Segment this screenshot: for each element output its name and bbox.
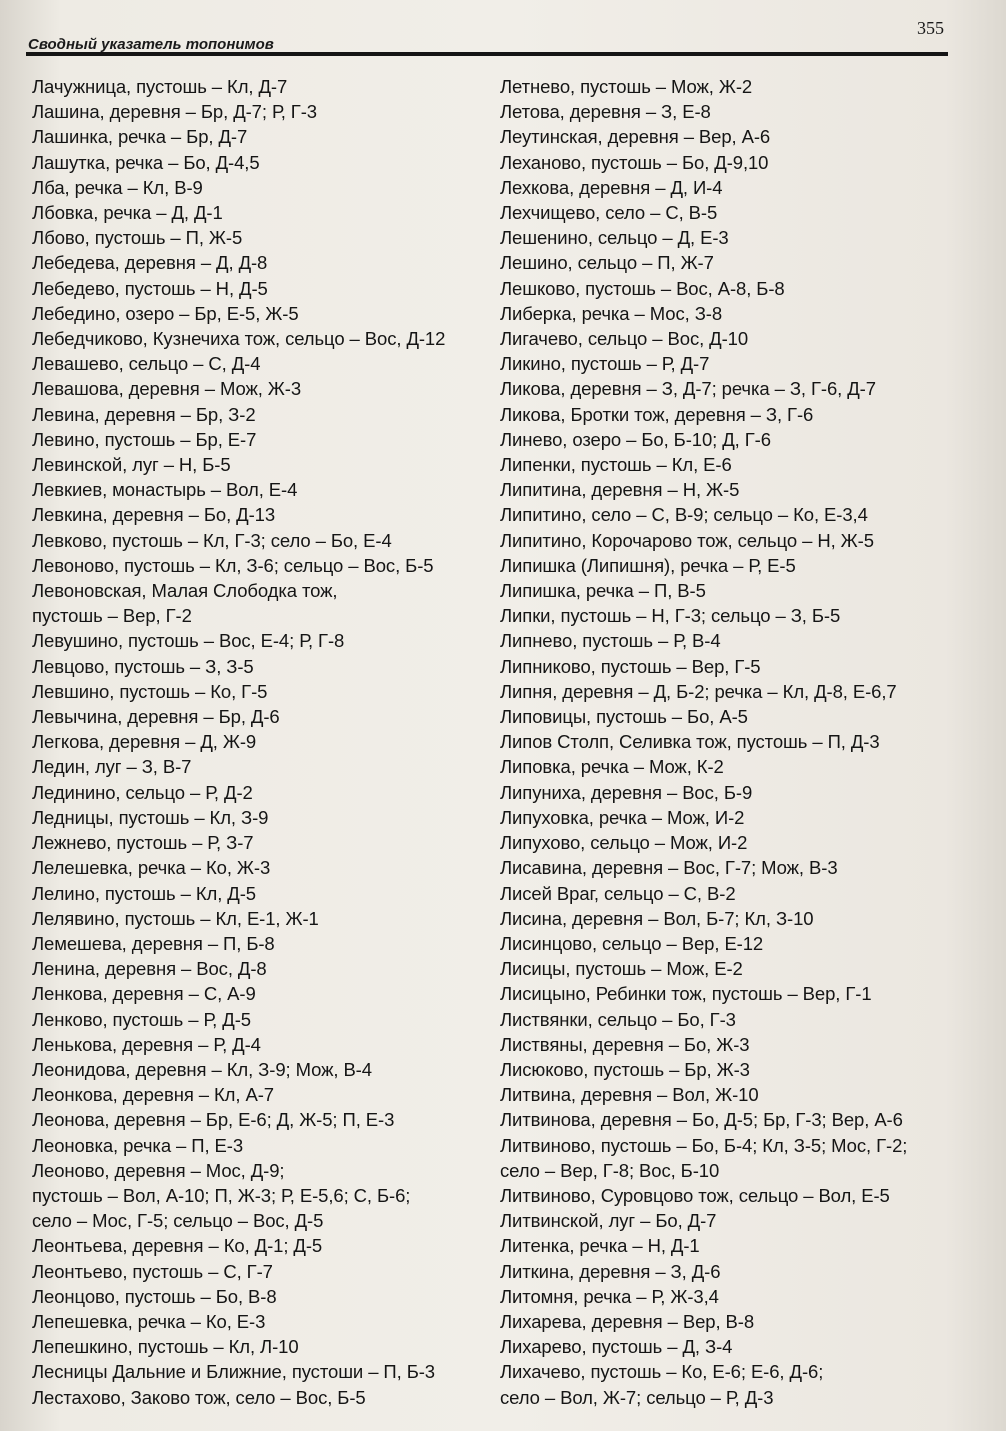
index-entry: Ледницы, пустошь – Кл, З-9 bbox=[32, 806, 269, 828]
index-entry: Летова, деревня – З, Е-8 bbox=[500, 101, 711, 123]
index-entry: село – Мос, Г-5; сельцо – Вос, Д-5 bbox=[32, 1210, 324, 1232]
index-entry: Лисюково, пустошь – Бр, Ж-3 bbox=[500, 1058, 750, 1080]
index-entry: Литвинской, луг – Бо, Д-7 bbox=[500, 1210, 717, 1232]
index-entry: Липов Столп, Селивка тож, пустошь – П, Д-3 bbox=[500, 731, 880, 753]
index-entry: Липухово, сельцо – Мож, И-2 bbox=[500, 832, 748, 854]
index-entry: Литвинова, деревня – Бо, Д-5; Бр, Г-3; Вер, А-6 bbox=[500, 1109, 903, 1131]
index-entry: Липниково, пустошь – Вер, Г-5 bbox=[500, 655, 761, 677]
index-entry: Липенки, пустошь – Кл, Е-6 bbox=[500, 454, 732, 476]
index-entry: Левцово, пустошь – З, З-5 bbox=[32, 655, 254, 677]
index-entry: пустошь – Вол, А-10; П, Ж-3; Р, Е-5,6; С, Б-6; bbox=[32, 1184, 411, 1206]
index-entry: Листвяны, деревня – Бо, Ж-3 bbox=[500, 1033, 750, 1055]
index-entry: Левкина, деревня – Бо, Д-13 bbox=[32, 504, 276, 526]
index-entry: Левино, пустошь – Бр, Е-7 bbox=[32, 428, 257, 450]
index-entry: Липитино, село – С, В-9; сельцо – Ко, Е-3,4 bbox=[500, 504, 868, 526]
index-entry: Леонкова, деревня – Кл, А-7 bbox=[32, 1084, 274, 1106]
index-entry: Леонтьева, деревня – Ко, Д-1; Д-5 bbox=[32, 1235, 323, 1257]
index-entry: Лисицыно, Ребинки тож, пустошь – Вер, Г-1 bbox=[500, 983, 872, 1005]
index-entry: Лебедева, деревня – Д, Д-8 bbox=[32, 252, 268, 274]
index-entry: Леонцово, пустошь – Бо, В-8 bbox=[32, 1285, 277, 1307]
index-entry: Лешино, сельцо – П, Ж-7 bbox=[500, 252, 714, 274]
index-entry: Леутинская, деревня – Вер, А-6 bbox=[500, 126, 771, 148]
index-entry: Линево, озеро – Бо, Б-10; Д, Г-6 bbox=[500, 428, 771, 450]
index-entry: Литвина, деревня – Вол, Ж-10 bbox=[500, 1084, 759, 1106]
index-entry: Левина, деревня – Бр, З-2 bbox=[32, 403, 256, 425]
index-entry: Литвиново, Суровцово тож, сельцо – Вол, Е-5 bbox=[500, 1184, 890, 1206]
index-entry: Левашево, сельцо – С, Д-4 bbox=[32, 353, 261, 375]
index-entry: Лепешевка, речка – Ко, Е-3 bbox=[32, 1310, 266, 1332]
index-entry: Лесницы Дальние и Ближние, пустоши – П, Б-3 bbox=[32, 1361, 435, 1383]
index-entry: Левкиев, монастырь – Вол, Е-4 bbox=[32, 479, 298, 501]
index-entry: пустошь – Вер, Г-2 bbox=[32, 605, 192, 627]
index-entry: Литенка, речка – Н, Д-1 bbox=[500, 1235, 700, 1257]
index-entry: Левоново, пустошь – Кл, З-6; сельцо – Вос, Б-5 bbox=[32, 554, 434, 576]
index-entry: Лбовка, речка – Д, Д-1 bbox=[32, 202, 223, 224]
index-entry: Лисицы, пустошь – Мож, Е-2 bbox=[500, 958, 743, 980]
index-entry: Ликова, Бротки тож, деревня – З, Г-6 bbox=[500, 403, 814, 425]
index-entry: Липуниха, деревня – Вос, Б-9 bbox=[500, 781, 753, 803]
running-title: Сводный указатель топонимов bbox=[28, 36, 274, 53]
index-entry: Липки, пустошь – Н, Г-3; сельцо – З, Б-5 bbox=[500, 605, 841, 627]
index-entry: Ликино, пустошь – Р, Д-7 bbox=[500, 353, 710, 375]
index-entry: Левычина, деревня – Бр, Д-6 bbox=[32, 706, 280, 728]
index-entry: Леханово, пустошь – Бо, Д-9,10 bbox=[500, 151, 769, 173]
index-entry: Лежнево, пустошь – Р, З-7 bbox=[32, 832, 254, 854]
index-entry: Лихарево, пустошь – Д, З-4 bbox=[500, 1336, 733, 1358]
index-entry: Лелявино, пустошь – Кл, Е-1, Ж-1 bbox=[32, 907, 319, 929]
index-entry: Левашова, деревня – Мож, Ж-3 bbox=[32, 378, 302, 400]
index-entry: Левшино, пустошь – Ко, Г-5 bbox=[32, 680, 268, 702]
index-entry: Лба, речка – Кл, В-9 bbox=[32, 176, 203, 198]
index-entry: Либерка, речка – Мос, З-8 bbox=[500, 302, 723, 324]
index-entry: Левушино, пустошь – Вос, Е-4; Р, Г-8 bbox=[32, 630, 345, 652]
index-entry: Липуховка, речка – Мож, И-2 bbox=[500, 806, 745, 828]
index-entry: Ледин, луг – З, В-7 bbox=[32, 756, 192, 778]
index-entry: Лисинцово, сельцо – Вер, Е-12 bbox=[500, 932, 764, 954]
index-entry: Летнево, пустошь – Мож, Ж-2 bbox=[500, 76, 753, 97]
index-entry: Липишка (Липишня), речка – Р, Е-5 bbox=[500, 554, 796, 576]
index-entry: Лехкова, деревня – Д, И-4 bbox=[500, 176, 723, 198]
index-entry: Левково, пустошь – Кл, Г-3; село – Бо, Е-4 bbox=[32, 529, 392, 551]
index-entry: Лихачево, пустошь – Ко, Е-6; Е-6, Д-6; bbox=[500, 1361, 824, 1383]
index-entry: Лепешкино, пустошь – Кл, Л-10 bbox=[32, 1336, 299, 1358]
index-entry: Ленина, деревня – Вос, Д-8 bbox=[32, 958, 267, 980]
index-entry: Лелешевка, речка – Ко, Ж-3 bbox=[32, 857, 271, 879]
index-entry: Лисей Враг, сельцо – С, В-2 bbox=[500, 882, 736, 904]
index-entry: Лигачево, сельцо – Вос, Д-10 bbox=[500, 328, 749, 350]
index-entry: Лестахово, Заково тож, село – Вос, Б-5 bbox=[32, 1386, 366, 1408]
index-entry: Ликова, деревня – З, Д-7; речка – З, Г-6, Д-7 bbox=[500, 378, 876, 400]
index-entry: Лихарева, деревня – Вер, В-8 bbox=[500, 1310, 755, 1332]
index-entry: Лисина, деревня – Вол, Б-7; Кл, З-10 bbox=[500, 907, 814, 929]
index-entry: Липня, деревня – Д, Б-2; речка – Кл, Д-8, Е-6,7 bbox=[500, 680, 897, 702]
index-entry: Левинской, луг – Н, Б-5 bbox=[32, 454, 231, 476]
index-column-left bbox=[32, 74, 492, 1410]
index-entry: Лелино, пустошь – Кл, Д-5 bbox=[32, 882, 256, 904]
index-entry: Лехчищево, село – С, В-5 bbox=[500, 202, 718, 224]
index-entry: Литкина, деревня – З, Д-6 bbox=[500, 1260, 721, 1282]
index-entry: Липишка, речка – П, В-5 bbox=[500, 580, 706, 602]
index-entry: Липитино, Корочарово тож, сельцо – Н, Ж-5 bbox=[500, 529, 874, 551]
index-entry: Липитина, деревня – Н, Ж-5 bbox=[500, 479, 740, 501]
index-entry: Липнево, пустошь – Р, В-4 bbox=[500, 630, 721, 652]
index-entry: село – Вер, Г-8; Вос, Б-10 bbox=[500, 1159, 720, 1181]
index-entry: Ленкова, деревня – С, А-9 bbox=[32, 983, 256, 1005]
index-entry: Лашина, деревня – Бр, Д-7; Р, Г-3 bbox=[32, 101, 317, 123]
index-entry: Левоновская, Малая Слободка тож, bbox=[32, 580, 338, 602]
index-entry: Леонова, деревня – Бр, Е-6; Д, Ж-5; П, Е-3 bbox=[32, 1109, 395, 1131]
index-entry: Литомня, речка – Р, Ж-3,4 bbox=[500, 1285, 719, 1307]
page-number: 355 bbox=[917, 18, 944, 38]
index-entry: Леонидова, деревня – Кл, З-9; Мож, В-4 bbox=[32, 1058, 372, 1080]
index-entry: Легкова, деревня – Д, Ж-9 bbox=[32, 731, 257, 753]
index-entry: Леоновка, речка – П, Е-3 bbox=[32, 1134, 244, 1156]
index-entry: Лисавина, деревня – Вос, Г-7; Мож, В-3 bbox=[500, 857, 838, 879]
index-entry: Лединино, сельцо – Р, Д-2 bbox=[32, 781, 253, 803]
index-entry: Лашутка, речка – Бо, Д-4,5 bbox=[32, 151, 260, 173]
index-entry: село – Вол, Ж-7; сельцо – Р, Д-3 bbox=[500, 1386, 774, 1408]
index-entry: Леонтьево, пустошь – С, Г-7 bbox=[32, 1260, 273, 1282]
index-entry: Листвянки, сельцо – Бо, Г-3 bbox=[500, 1008, 736, 1030]
index-entry: Лешенино, сельцо – Д, Е-3 bbox=[500, 227, 729, 249]
index-entry: Лбово, пустошь – П, Ж-5 bbox=[32, 227, 243, 249]
index-entry: Лебедево, пустошь – Н, Д-5 bbox=[32, 277, 268, 299]
header-rule bbox=[26, 52, 948, 56]
index-column-right bbox=[500, 74, 960, 1410]
index-entry: Лачужница, пустошь – Кл, Д-7 bbox=[32, 76, 288, 97]
index-entry: Лебедчиково, Кузнечиха тож, сельцо – Вос, Д-12 bbox=[32, 328, 446, 350]
index-entry: Лешково, пустошь – Вос, А-8, Б-8 bbox=[500, 277, 785, 299]
index-entry: Леоново, деревня – Мос, Д-9; bbox=[32, 1159, 285, 1181]
index-entry: Ленково, пустошь – Р, Д-5 bbox=[32, 1008, 251, 1030]
index-entry: Липовка, речка – Мож, К-2 bbox=[500, 756, 724, 778]
index-entry: Липовицы, пустошь – Бо, А-5 bbox=[500, 706, 748, 728]
index-entry: Лашинка, речка – Бр, Д-7 bbox=[32, 126, 248, 148]
index-entry: Ленькова, деревня – Р, Д-4 bbox=[32, 1033, 261, 1055]
index-entry: Лебедино, озеро – Бр, Е-5, Ж-5 bbox=[32, 302, 299, 324]
index-entry: Литвиново, пустошь – Бо, Б-4; Кл, З-5; Мос, Г-2; bbox=[500, 1134, 908, 1156]
index-entry: Лемешева, деревня – П, Б-8 bbox=[32, 932, 275, 954]
